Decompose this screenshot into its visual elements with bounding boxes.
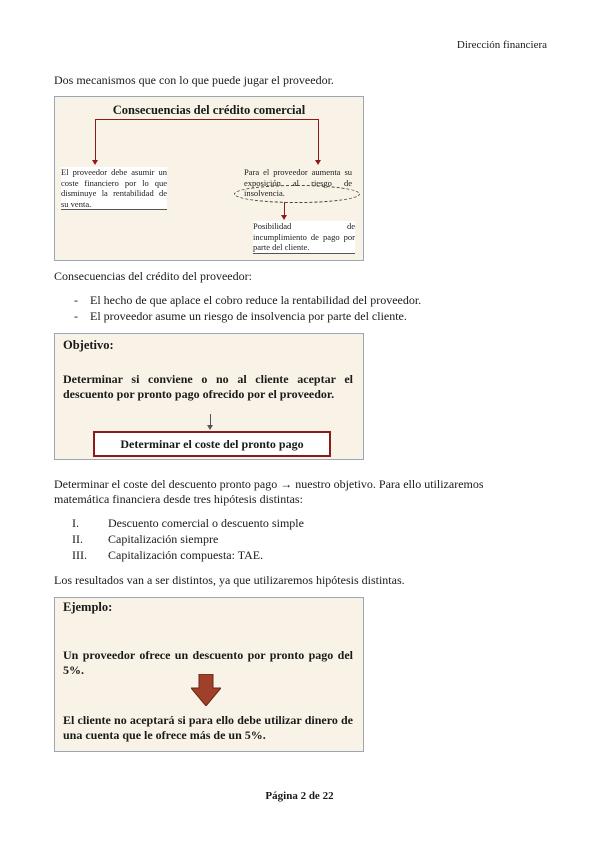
highlight-ellipse — [234, 185, 360, 203]
down-block-arrow-icon — [191, 674, 221, 706]
example-box — [54, 597, 364, 752]
determine-line-2: matemática financiera desde tres hipótesis distintas: — [54, 492, 303, 506]
credit-consequences-diagram — [54, 96, 364, 261]
intro-text: Dos mecanismos que con lo que puede jugar el proveedor. — [54, 73, 334, 87]
objective-title: Objetivo: — [63, 338, 114, 352]
diagram-right-node: Para el proveedor aumenta su exposición al riesgo de insolvencia. — [244, 167, 352, 198]
right-connector — [318, 119, 319, 161]
list-item: - — [74, 293, 78, 307]
diagram-left-node: El proveedor debe asumir un coste financiero por lo que disminuye la rentabilidad de su venta. — [61, 167, 167, 209]
results-text: Los resultados van a ser distintos, ya que utilizaremos hipótesis distintas. — [54, 573, 405, 587]
right-arrow-icon — [315, 160, 321, 165]
list-item-text: El proveedor asume un riesgo de insolvencia por parte del cliente. — [90, 309, 407, 323]
objective-box — [54, 333, 364, 460]
left-connector — [95, 119, 96, 161]
hypothesis-number: I. — [72, 516, 79, 530]
down-arrow-icon — [207, 425, 213, 430]
hypothesis-number: II. — [72, 532, 83, 546]
diagram-bottom-node: Posibilidad de incumplimiento de pago por parte del cliente. — [253, 221, 355, 252]
page-header: Dirección financiera — [456, 39, 547, 51]
hypothesis-text: Capitalización siempre — [108, 532, 219, 546]
example-text-1: Un proveedor ofrece un descuento por pronto pago del 5%. — [63, 648, 353, 677]
objective-result-box: Determinar el coste del pronto pago — [93, 431, 331, 457]
left-arrow-icon — [92, 160, 98, 165]
objective-text: Determinar si conviene o no al cliente aceptar el descuento por pronto pago ofrecido por el proveedor. — [63, 372, 353, 401]
hypothesis-text: Capitalización compuesta: TAE. — [108, 548, 264, 562]
determine-line-1: Determinar el coste del descuento pronto pago → nuestro objetivo. Para ello utilizaremos — [54, 477, 484, 491]
consequences-heading: Consecuencias del crédito del proveedor: — [54, 269, 252, 283]
page-number: Página 2 de 22 — [265, 790, 334, 802]
list-item: - — [74, 309, 78, 323]
example-title: Ejemplo: — [63, 600, 113, 614]
example-text-2: El cliente no aceptará si para ello debe utilizar dinero de una cuenta que le ofrece más de un 5%. — [63, 713, 353, 742]
diagram-title: Consecuencias del crédito comercial — [112, 103, 306, 117]
hypothesis-number: III. — [72, 548, 87, 562]
list-item-text: El hecho de que aplace el cobro reduce la rentabilidad del proveedor. — [90, 293, 422, 307]
hypothesis-text: Descuento comercial o descuento simple — [108, 516, 304, 530]
bottom-connector — [284, 202, 285, 216]
bottom-arrow-icon — [281, 215, 287, 220]
diagram-title-line — [95, 119, 319, 120]
